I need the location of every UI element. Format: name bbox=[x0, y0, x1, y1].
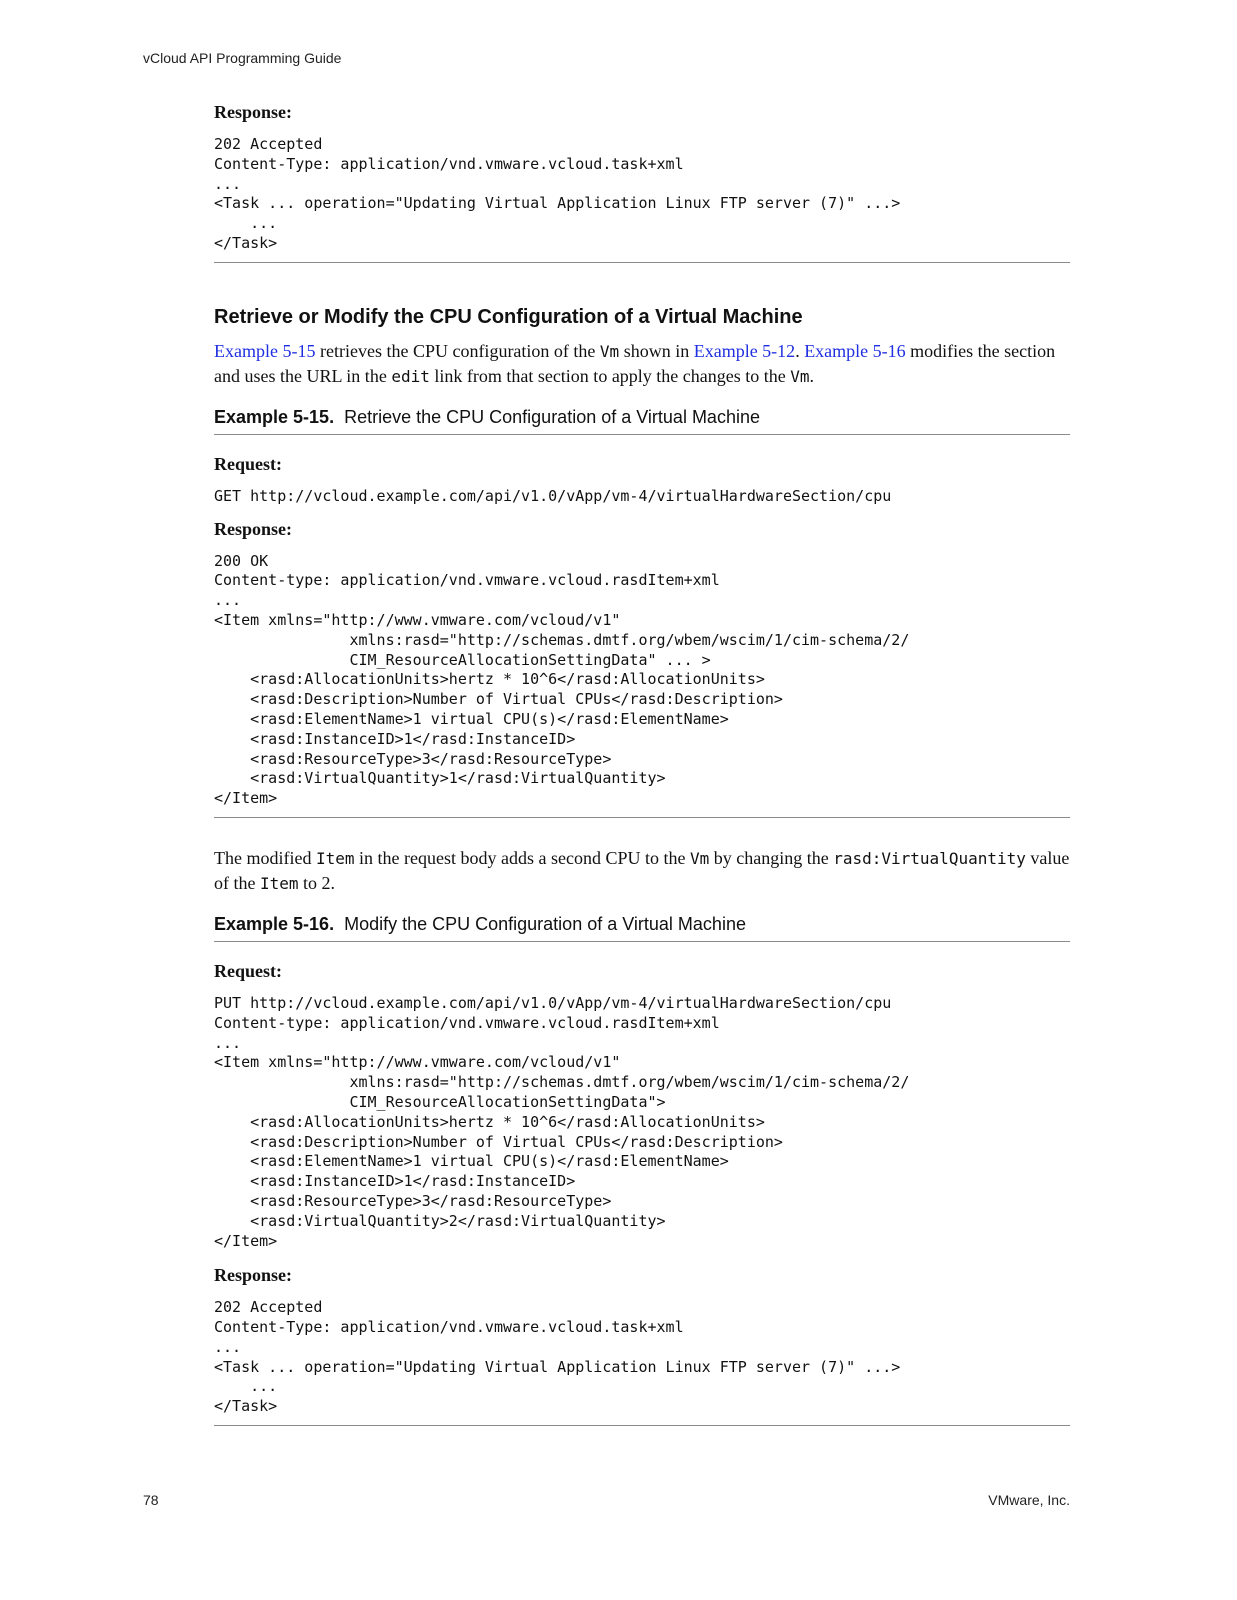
paragraph-text: to 2. bbox=[298, 872, 336, 893]
inline-code: Vm bbox=[790, 366, 810, 386]
inline-code: edit bbox=[391, 366, 430, 386]
paragraph-text: value of the bbox=[214, 847, 1070, 893]
intro-text: shown in bbox=[619, 340, 694, 361]
section-heading: Retrieve or Modify the CPU Configuration of a Virtual Machine bbox=[214, 305, 803, 328]
running-header: vCloud API Programming Guide bbox=[143, 50, 342, 66]
example-title: Retrieve the CPU Configuration of a Virtual Machine bbox=[344, 406, 760, 427]
paragraph-text: The modified bbox=[214, 847, 316, 868]
link-example-5-15[interactable]: Example 5-15 bbox=[214, 340, 316, 361]
divider bbox=[214, 434, 1070, 435]
example-5-15-caption bbox=[214, 405, 1070, 429]
divider bbox=[214, 262, 1070, 263]
paragraph-text: in the request body adds a second CPU to the bbox=[354, 847, 690, 868]
response-label: Response: bbox=[214, 518, 293, 539]
response-label: Response: bbox=[214, 102, 293, 122]
intro-paragraph bbox=[214, 339, 1070, 389]
inline-code: Item bbox=[259, 873, 299, 893]
response-label: Response: bbox=[214, 1265, 293, 1286]
example-5-16-caption bbox=[214, 912, 1070, 936]
intro-text: modifies the section and uses the URL in the bbox=[214, 340, 1056, 386]
example-number: Example 5-16. bbox=[214, 913, 335, 934]
response-code-block: 202 Accepted Content-Type: application/vnd.vmware.vcloud.task+xml ... <Task ... operation="Updating Virtual Application Linux FTP server (7)" ...> ... </Task> bbox=[214, 1298, 901, 1416]
example-number: Example 5-15. bbox=[214, 406, 335, 427]
request-code-block: PUT http://vcloud.example.com/api/v1.0/vApp/vm-4/virtualHardwareSection/cpu Content-type: application/vnd.vmware.vcloud.rasdItem+xml ... <Item xmlns="http://www.vmware.com/vcloud/v1" xmlns:rasd="http://schemas.dmtf.org/wbem/wscim/1/cim-schema/2/ CIM_ResourceAllocationSettingData"> <rasd:AllocationUnits>hertz * 10^6</rasd:AllocationUnits> <rasd:Description>Number of Virtual CPUs</rasd:Description> <rasd:ElementName>1 virtual CPU(s)</rasd:ElementName> <rasd:InstanceID>1</rasd:InstanceID> <rasd:ResourceType>3</rasd:ResourceType> <rasd:VirtualQuantity>2</rasd:VirtualQuantity> </Item> bbox=[214, 993, 910, 1250]
explanation-paragraph bbox=[214, 846, 1070, 896]
footer-company: VMware, Inc. bbox=[988, 1492, 1070, 1508]
intro-text: . bbox=[809, 365, 815, 386]
response-code-block: 202 Accepted Content-Type: application/vnd.vmware.vcloud.task+xml ... <Task ... operation="Updating Virtual Application Linux FTP server (7)" ...> ... </Task> bbox=[214, 135, 901, 252]
page-number: 78 bbox=[143, 1492, 159, 1508]
divider bbox=[214, 941, 1070, 942]
request-code-block: GET http://vcloud.example.com/api/v1.0/vApp/vm-4/virtualHardwareSection/cpu bbox=[214, 486, 892, 505]
divider bbox=[214, 817, 1070, 818]
divider bbox=[214, 1425, 1070, 1426]
intro-text: link from that section to apply the changes to the bbox=[429, 365, 791, 386]
link-example-5-16[interactable]: Example 5-16 bbox=[804, 340, 906, 361]
request-label: Request: bbox=[214, 960, 282, 981]
intro-text: . bbox=[795, 340, 805, 361]
example-title: Modify the CPU Configuration of a Virtual Machine bbox=[344, 913, 746, 934]
inline-code: Item bbox=[315, 848, 355, 868]
inline-code: Vm bbox=[599, 341, 620, 361]
paragraph-text: by changing the bbox=[709, 847, 834, 868]
inline-code: rasd:VirtualQuantity bbox=[833, 848, 1026, 868]
request-label: Request: bbox=[214, 453, 282, 474]
response-code-block: 200 OK Content-type: application/vnd.vmware.vcloud.rasdItem+xml ... <Item xmlns="http://www.vmware.com/vcloud/v1" xmlns:rasd="http://schemas.dmtf.org/wbem/wscim/1/cim-schema/2/ CIM_ResourceAllocationSettingData" ... > <rasd:AllocationUnits>hertz * 10^6</rasd:AllocationUnits> <rasd:Description>Number of Virtual CPUs</rasd:Description> <rasd:ElementName>1 virtual CPU(s)</rasd:ElementName> <rasd:InstanceID>1</rasd:InstanceID> <rasd:ResourceType>3</rasd:ResourceType> <rasd:VirtualQuantity>1</rasd:VirtualQuantity> </Item> bbox=[214, 551, 910, 808]
intro-text: retrieves the CPU configuration of the bbox=[315, 340, 600, 361]
inline-code: Vm bbox=[689, 848, 710, 868]
link-example-5-12[interactable]: Example 5-12 bbox=[693, 340, 796, 361]
page-content bbox=[214, 100, 1070, 1426]
